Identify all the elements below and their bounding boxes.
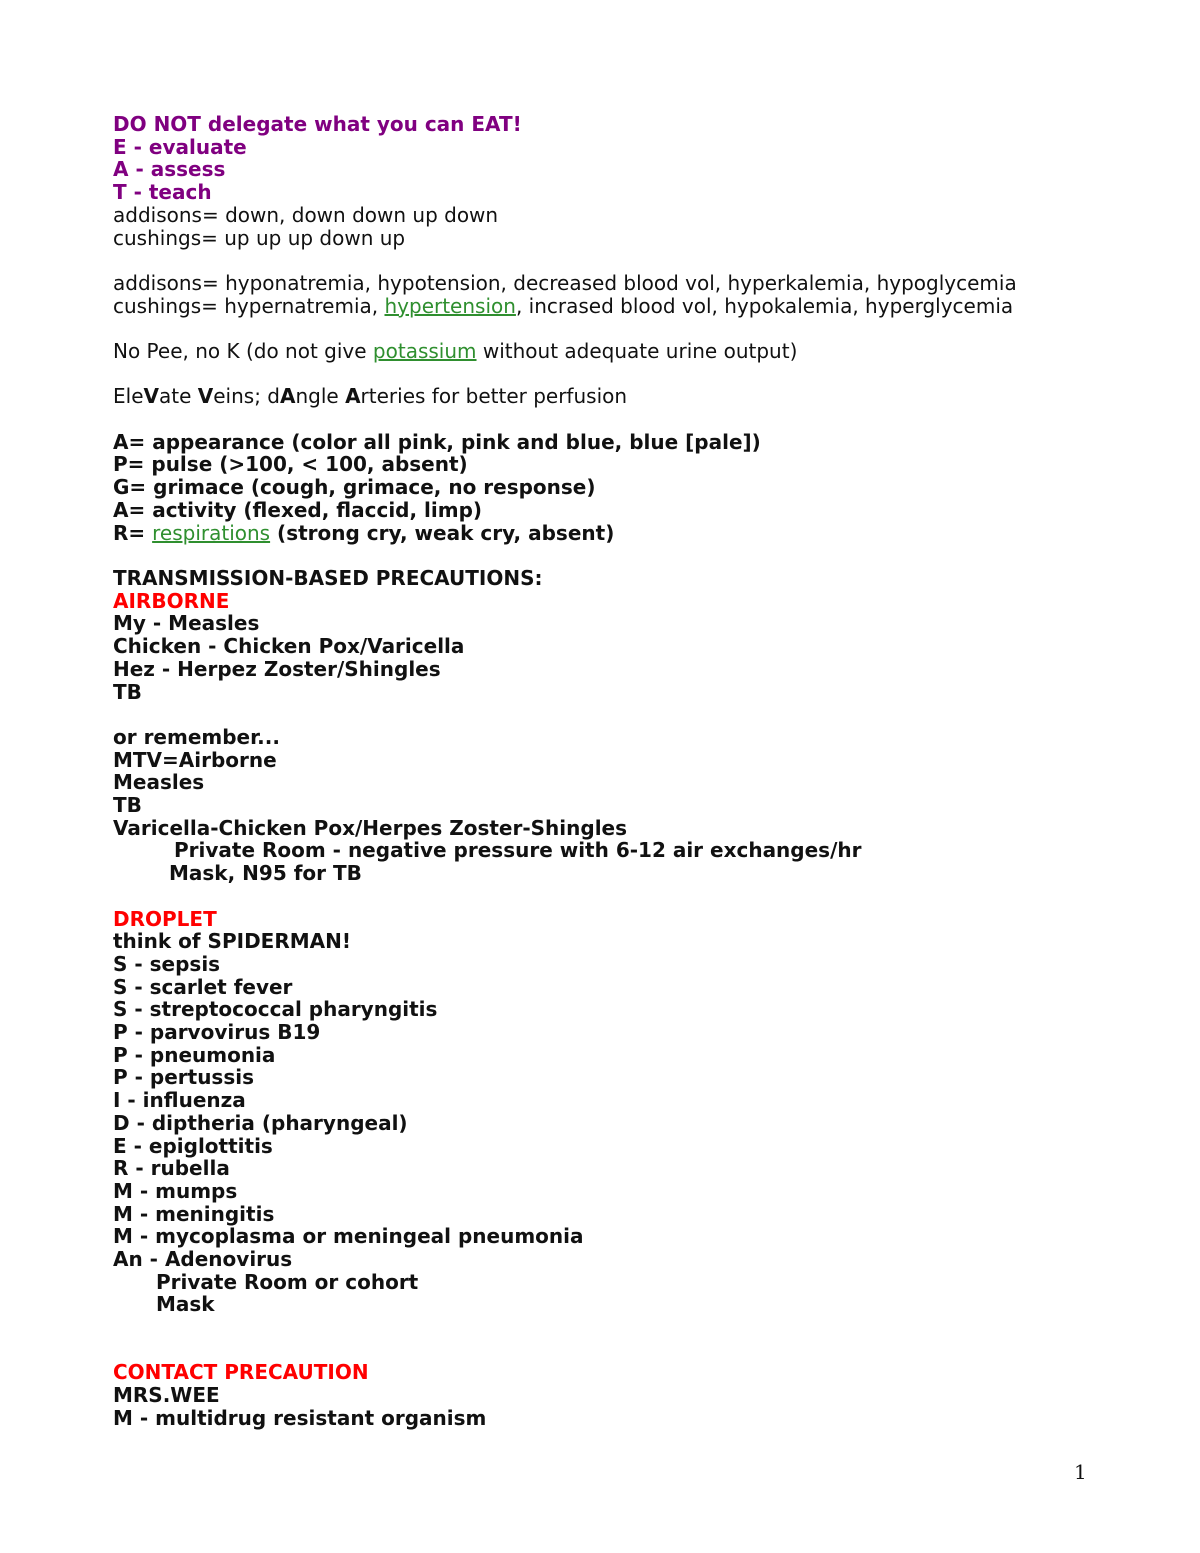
- cushings-effects-text: cushings= hypernatremia,: [113, 293, 385, 318]
- transmission-heading: TRANSMISSION-BASED PRECAUTIONS:: [113, 565, 543, 590]
- eat-title: DO NOT delegate what you can EAT!: [113, 112, 522, 136]
- droplet-mnemonic: think of SPIDERMAN!: [113, 929, 351, 954]
- cushings-effects: [113, 295, 1113, 318]
- list-item: P - parvovirus B19: [113, 1020, 321, 1045]
- apgar-r-rest: (strong cry, weak cry, absent): [270, 520, 615, 545]
- list-item: R - rubella: [113, 1156, 230, 1181]
- cushings-effects-rest: , incrased blood vol, hypokalemia, hyperglycemia: [515, 293, 1014, 318]
- list-item: TB: [113, 793, 142, 817]
- list-item: E - epiglottitis: [113, 1133, 273, 1158]
- elevate-bold-letter: A: [345, 384, 361, 409]
- list-item: Chicken - Chicken Pox/Varicella: [113, 634, 465, 659]
- list-item: My - Measles: [113, 611, 260, 636]
- list-item: S - scarlet fever: [113, 974, 293, 999]
- airborne-heading: AIRBORNE: [113, 588, 230, 613]
- list-item: S - streptococcal pharyngitis: [113, 997, 438, 1022]
- list-item: M - meningitis: [113, 1201, 275, 1226]
- elevate-part: ate: [158, 384, 198, 409]
- page-content: [113, 113, 1113, 1429]
- page-number: 1: [1074, 1460, 1087, 1484]
- droplet-heading: DROPLET: [113, 906, 217, 931]
- elevate-part: rteries for better perfusion: [360, 384, 628, 409]
- elevate-bold-letter: V: [197, 384, 214, 409]
- list-item: Measles: [113, 770, 205, 795]
- airborne-room: Private Room - negative pressure with 6-12 air exchanges/hr: [174, 838, 862, 863]
- list-item: MTV=Airborne: [113, 747, 277, 772]
- list-item: Varicella-Chicken Pox/Herpes Zoster-Shingles: [113, 815, 628, 840]
- list-item: S - sepsis: [113, 951, 221, 976]
- contact-heading: CONTACT PRECAUTION: [113, 1360, 369, 1385]
- list-item: D - diptheria (pharyngeal): [113, 1110, 408, 1135]
- apgar-pulse: P= pulse (>100, < 100, absent): [113, 452, 468, 477]
- potassium-link[interactable]: potassium: [372, 339, 477, 363]
- apgar-grimace: G= grimace (cough, grimace, no response): [113, 475, 596, 500]
- elevate-part: ngle: [295, 384, 346, 409]
- hypertension-link[interactable]: hypertension: [384, 293, 516, 318]
- elevate-veins-rule: [113, 385, 1113, 408]
- respirations-link[interactable]: respirations: [152, 520, 271, 545]
- eat-assess: A - assess: [113, 157, 226, 182]
- list-item: I - influenza: [113, 1088, 246, 1113]
- no-pee-rest: without adequate urine output): [476, 339, 798, 363]
- no-pee-text: No Pee, no K (do not give: [113, 339, 373, 363]
- list-item: M - mycoplasma or meningeal pneumonia: [113, 1224, 584, 1249]
- no-pee-rule: [113, 340, 1113, 363]
- apgar-appearance: A= appearance (color all pink, pink and blue, blue [pale]): [113, 429, 761, 454]
- apgar-activity: A= activity (flexed, flaccid, limp): [113, 497, 483, 522]
- list-item: M - multidrug resistant organism: [113, 1405, 487, 1430]
- airborne-mask: Mask, N95 for TB: [169, 861, 362, 886]
- elevate-bold-letter: A: [279, 384, 296, 409]
- apgar-r-label: R=: [113, 520, 153, 545]
- list-item: Hez - Herpez Zoster/Shingles: [113, 656, 441, 681]
- list-item: TB: [113, 679, 142, 704]
- addisons-effects: addisons= hyponatremia, hypotension, decreased blood vol, hyperkalemia, hypoglycemia: [113, 270, 1017, 295]
- elevate-part: Ele: [113, 384, 144, 409]
- cushings-pattern: cushings= up up up down up: [113, 225, 406, 250]
- list-item: An - Adenovirus: [113, 1247, 293, 1272]
- list-item: P - pertussis: [113, 1065, 254, 1090]
- addisons-pattern: addisons= down, down down up down: [113, 202, 499, 227]
- or-remember: or remember...: [113, 724, 280, 749]
- elevate-part: eins; d: [213, 384, 280, 409]
- eat-evaluate: E - evaluate: [113, 134, 247, 159]
- apgar-respirations: [113, 522, 1113, 545]
- list-item: P - pneumonia: [113, 1042, 276, 1067]
- droplet-mask: Mask: [156, 1292, 215, 1317]
- eat-teach: T - teach: [113, 180, 212, 205]
- droplet-room: Private Room or cohort: [156, 1269, 419, 1294]
- list-item: M - mumps: [113, 1178, 238, 1203]
- elevate-bold-letter: V: [143, 384, 159, 409]
- contact-mnemonic: MRS.WEE: [113, 1382, 220, 1407]
